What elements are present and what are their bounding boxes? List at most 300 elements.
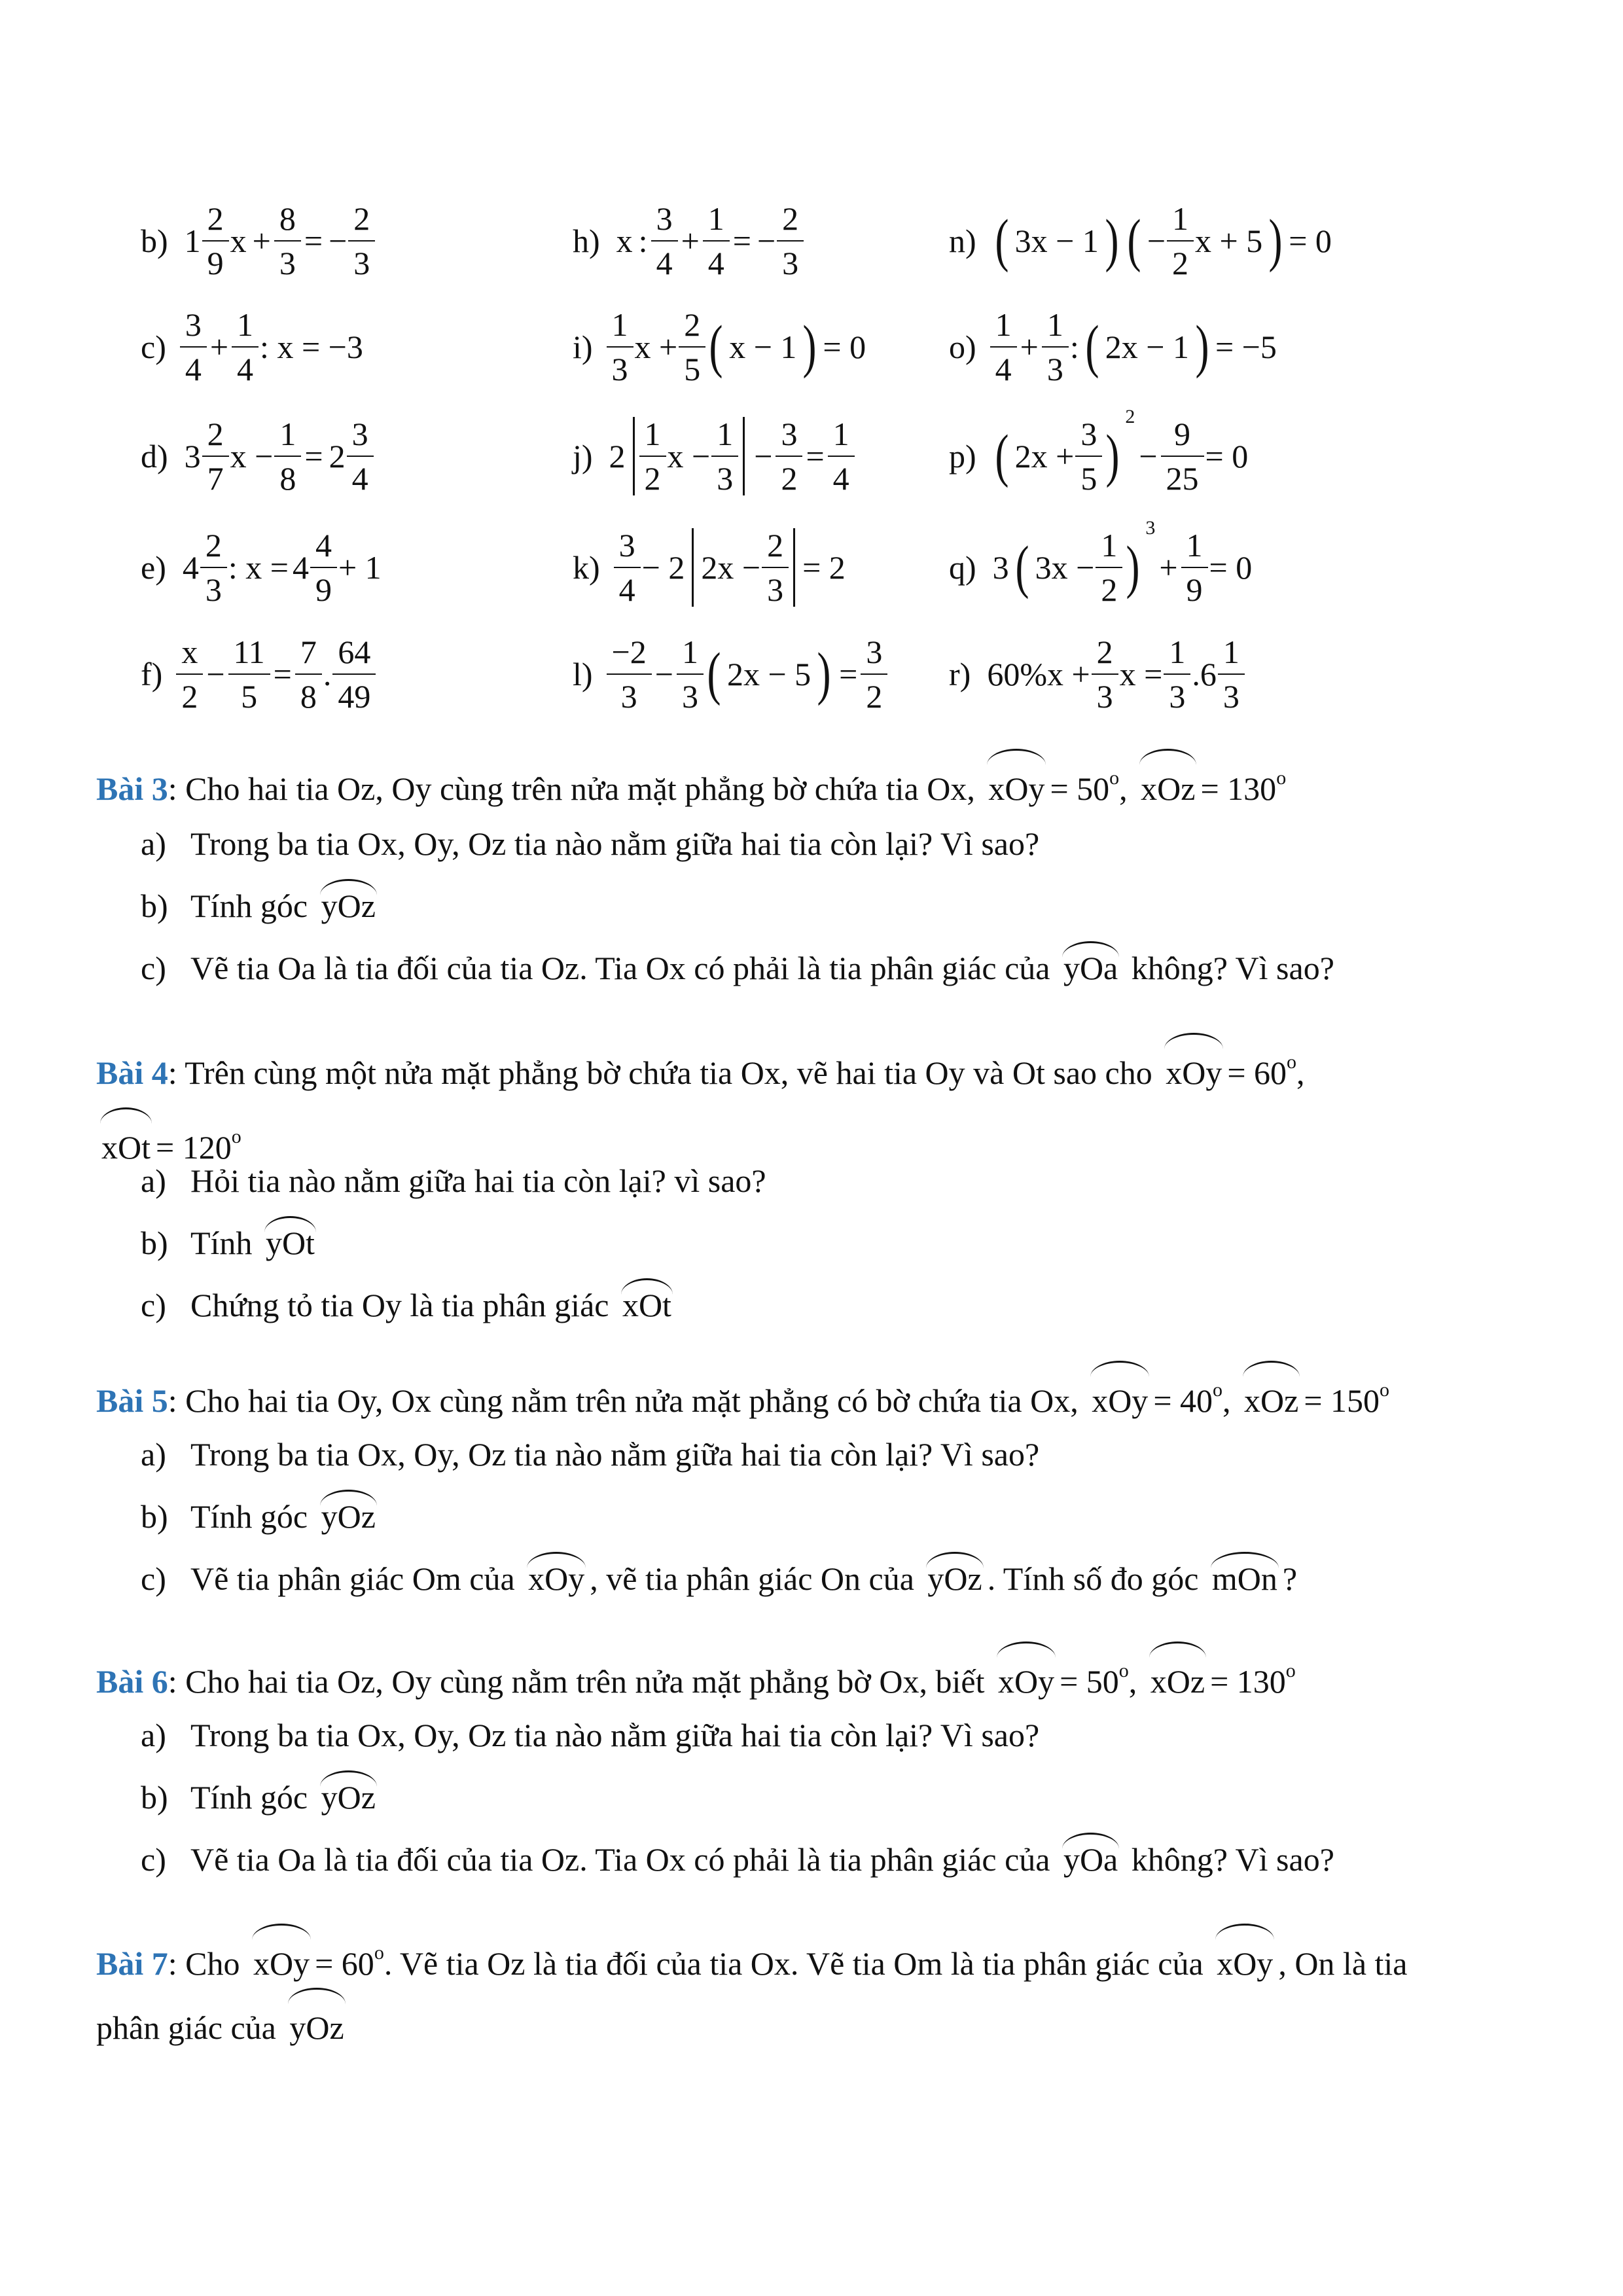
- math-term: .6: [1192, 656, 1217, 692]
- parenthesis: (: [707, 641, 721, 706]
- numerator: 1: [237, 306, 254, 343]
- exercise-3-item-b: [141, 887, 381, 925]
- fraction: [705, 202, 727, 279]
- numerator: 2: [767, 527, 784, 564]
- denominator: 2: [639, 456, 666, 495]
- math-term: +: [1159, 549, 1178, 586]
- fraction: [349, 418, 371, 495]
- math-term: 2x +: [1014, 438, 1075, 475]
- math-term: =: [304, 223, 323, 259]
- denominator: 7: [202, 456, 229, 495]
- fraction: [205, 418, 226, 495]
- numerator: 3: [351, 416, 368, 452]
- equation-c: [141, 291, 365, 403]
- exercise-7-statement-cont: [96, 1996, 1601, 2060]
- angle-value: = 60: [315, 1945, 374, 1982]
- math-term: 2x − 5: [726, 656, 812, 692]
- numerator: 1: [1186, 527, 1203, 564]
- exercise-5-item-c: [141, 1560, 1297, 1598]
- numerator: 3: [781, 416, 798, 452]
- numerator: 1: [681, 634, 698, 670]
- math-term: =: [273, 656, 292, 692]
- denominator: 2: [861, 673, 887, 713]
- exercise-6-title: Bài 6: [96, 1663, 168, 1700]
- equation-label: e): [141, 549, 166, 586]
- equation-k: [573, 512, 847, 623]
- item-label: a): [141, 1436, 166, 1473]
- angle-xoy: xOy: [995, 1649, 1057, 1713]
- item-text: Tính góc: [190, 1779, 308, 1816]
- numerator: 2: [782, 200, 799, 237]
- exponent: 3: [1145, 517, 1156, 539]
- item-label: c): [141, 1841, 166, 1878]
- exercise-6: [96, 1639, 1601, 1713]
- exercise-6-item-a: [141, 1716, 1039, 1754]
- exercise-4-text: : Trên cùng một nửa mặt phẳng bờ chứa tia Ox, vẽ hai tia Oy và Ot sao cho: [168, 1054, 1152, 1091]
- equation-e: [141, 512, 383, 623]
- math-term: 1: [184, 223, 201, 259]
- item-text: Chứng tỏ tia Oy là tia phân giác: [190, 1287, 609, 1323]
- exercise-6-item-c: [141, 1840, 1334, 1878]
- equation-row-c: [0, 291, 1623, 403]
- angle-mon: mOn: [1209, 1560, 1280, 1598]
- equation-l: [573, 619, 887, 730]
- exercise-3-text: : Cho hai tia Oz, Oy cùng trên nửa mặt phẳng bờ chứa tia Ox,: [168, 770, 975, 807]
- item-tail: không? Vì sao?: [1131, 950, 1334, 986]
- denominator: 3: [607, 346, 633, 386]
- denominator: 49: [332, 673, 376, 713]
- numerator: 8: [279, 200, 296, 237]
- item-label: c): [141, 1287, 166, 1323]
- equation-label: b): [141, 223, 168, 259]
- item-label: a): [141, 1162, 166, 1199]
- degree-sign: o: [374, 1942, 384, 1964]
- angle-yoz: yOz: [925, 1560, 984, 1598]
- numerator: 3: [656, 200, 673, 237]
- denominator: 2: [1096, 567, 1122, 606]
- denominator: 9: [310, 567, 337, 606]
- fraction: [616, 529, 638, 606]
- parenthesis: ): [1195, 314, 1209, 379]
- parenthesis: ): [1105, 423, 1120, 488]
- separator: ,: [1128, 1663, 1137, 1700]
- equation-label: j): [573, 438, 593, 475]
- parenthesis: ): [802, 314, 817, 379]
- equation-row-f: [0, 619, 1623, 730]
- angle-xoy: xOy: [1214, 1931, 1275, 1996]
- math-term: x =: [1119, 656, 1163, 692]
- numerator: 1: [832, 416, 849, 452]
- denominator: 3: [607, 673, 652, 713]
- exercise-7-text-3: , On là tia: [1278, 1945, 1408, 1982]
- numerator: 2: [207, 416, 224, 452]
- angle-xoy: xOy: [986, 757, 1047, 821]
- angle-yot: yOt: [263, 1224, 317, 1262]
- numerator: −2: [611, 634, 647, 670]
- numerator: 2: [1096, 634, 1113, 670]
- math-term: +: [252, 223, 271, 259]
- item-text: Vẽ tia Oa là tia đối của tia Oz. Tia Ox có phải là tia phân giác của: [190, 950, 1050, 986]
- item-text: Hỏi tia nào nằm giữa hai tia còn lại? vì sao?: [190, 1162, 766, 1199]
- angle-value: = 40: [1153, 1382, 1213, 1419]
- denominator: 9: [1181, 567, 1208, 606]
- math-term: x −: [230, 438, 274, 475]
- denominator: 3: [711, 456, 738, 495]
- equation-row-b: [0, 185, 1623, 296]
- item-text: Tính góc: [190, 888, 308, 924]
- exercise-5: [96, 1358, 1601, 1433]
- exercise-3-item-c: [141, 949, 1334, 987]
- equation-label: l): [573, 656, 593, 692]
- fraction: [203, 529, 224, 606]
- equation-label: c): [141, 329, 166, 365]
- math-term: 3x −: [1035, 549, 1095, 586]
- math-term: = 0: [1205, 438, 1249, 475]
- denominator: 5: [1075, 456, 1102, 495]
- fraction: [654, 202, 675, 279]
- numerator: 1: [1046, 306, 1063, 343]
- math-term: −: [329, 223, 348, 259]
- item-label: b): [141, 1225, 168, 1261]
- equation-r: [949, 619, 1244, 730]
- parenthesis: (: [995, 208, 1009, 273]
- equation-i: [573, 291, 868, 403]
- fraction: [779, 202, 801, 279]
- fraction: [1184, 529, 1205, 606]
- degree-sign: o: [1109, 767, 1120, 789]
- equation-label: q): [949, 549, 976, 586]
- denominator: 4: [232, 346, 259, 386]
- math-term: x + 5: [1195, 223, 1263, 259]
- parenthesis: (: [995, 423, 1009, 488]
- item-text: Vẽ tia Oa là tia đối của tia Oz. Tia Ox có phải là tia phân giác của: [190, 1841, 1050, 1878]
- fraction: [351, 202, 372, 279]
- angle-value: = 50: [1060, 1663, 1119, 1700]
- denominator: 4: [703, 240, 730, 279]
- fraction: [1098, 529, 1120, 606]
- fraction: [609, 308, 631, 386]
- equation-label: o): [949, 329, 976, 365]
- math-term: +: [209, 329, 229, 365]
- item-text: Trong ba tia Ox, Oy, Oz tia nào nằm giữa hai tia còn lại? Vì sao?: [190, 825, 1040, 862]
- denominator: 5: [679, 346, 705, 386]
- math-term: −: [1147, 223, 1166, 259]
- fraction: [1221, 636, 1242, 713]
- equation-q: [949, 512, 1254, 623]
- fraction: [679, 636, 701, 713]
- equation-h: [573, 185, 803, 296]
- fraction: [830, 418, 852, 495]
- numerator: 1: [1101, 527, 1118, 564]
- parenthesis: (: [709, 314, 723, 379]
- numerator: 1: [1172, 200, 1189, 237]
- exercise-3: [96, 746, 1601, 821]
- angle-xot: xOt: [99, 1115, 153, 1179]
- angle-xoz: xOz: [1241, 1369, 1301, 1433]
- math-term: 60%x +: [987, 656, 1090, 692]
- math-term: −: [206, 656, 225, 692]
- parenthesis: ): [1126, 535, 1140, 600]
- math-term: =: [732, 223, 751, 259]
- denominator: 8: [295, 673, 322, 713]
- math-term: 3: [184, 438, 201, 475]
- angle-yoz: yOz: [319, 1498, 378, 1535]
- equation-label: h): [573, 223, 600, 259]
- math-term: 2: [329, 438, 346, 475]
- math-term: −: [757, 223, 776, 259]
- degree-sign: o: [1213, 1379, 1223, 1401]
- fraction: [205, 202, 226, 279]
- fraction: [1169, 202, 1191, 279]
- equation-label: k): [573, 549, 600, 586]
- angle-yoz: yOz: [319, 887, 378, 925]
- exercise-4-statement: [96, 1030, 1601, 1105]
- parenthesis: ): [817, 641, 831, 706]
- angle-value: = 50: [1050, 770, 1110, 807]
- math-term: 4: [182, 549, 199, 586]
- exercise-5-title: Bài 5: [96, 1382, 168, 1419]
- degree-sign: o: [1118, 1660, 1129, 1681]
- numerator: 7: [300, 634, 317, 670]
- fraction: [298, 636, 319, 713]
- math-term: = 0: [823, 329, 866, 365]
- exercise-5-item-b: [141, 1498, 381, 1535]
- numerator: 2: [207, 200, 224, 237]
- angle-xoy: xOy: [1089, 1369, 1150, 1433]
- math-term: +: [1020, 329, 1039, 365]
- fraction: [313, 529, 334, 606]
- item-tail: không? Vì sao?: [1131, 1841, 1334, 1878]
- angle-value: = 120: [156, 1129, 232, 1166]
- exercise-4-item-c: [141, 1286, 677, 1324]
- numerator: 2: [353, 200, 370, 237]
- angle-yoz: yOz: [319, 1778, 378, 1816]
- exercise-5-item-a: [141, 1435, 1039, 1473]
- degree-sign: o: [1380, 1379, 1390, 1401]
- math-term: −: [1139, 438, 1158, 475]
- equation-row-d: [0, 401, 1623, 512]
- denominator: 25: [1161, 456, 1204, 495]
- math-term: −: [754, 438, 773, 475]
- angle-value: = 130: [1210, 1663, 1286, 1700]
- fraction: [863, 636, 885, 713]
- denominator: 4: [990, 346, 1017, 386]
- math-term: − 2: [641, 549, 685, 586]
- fraction: [1166, 636, 1188, 713]
- parenthesis: ): [1105, 208, 1119, 273]
- exercise-4-item-b: [141, 1224, 320, 1262]
- equation-label: d): [141, 438, 168, 475]
- math-term: x: [616, 223, 633, 259]
- equation-label: f): [141, 656, 163, 692]
- angle-yoz: yOz: [287, 1996, 346, 2060]
- denominator: 4: [347, 456, 374, 495]
- item-end: ?: [1282, 1560, 1298, 1597]
- exercise-5-text: : Cho hai tia Oy, Ox cùng nằm trên nửa mặt phẳng có bờ chứa tia Ox,: [168, 1382, 1079, 1419]
- numerator: 1: [707, 200, 724, 237]
- fraction: [681, 308, 703, 386]
- item-text: Vẽ tia phân giác Om của: [190, 1560, 515, 1597]
- denominator: 3: [348, 240, 375, 279]
- item-text: Tính: [190, 1225, 253, 1261]
- exercise-3-title: Bài 3: [96, 770, 168, 807]
- exercise-6-item-b: [141, 1778, 381, 1816]
- numerator: 3: [1080, 416, 1097, 452]
- exercise-3-statement: [96, 746, 1601, 821]
- item-tail: . Tính số đo góc: [987, 1560, 1199, 1597]
- fraction: [609, 636, 649, 713]
- exercise-6-text: : Cho hai tia Oz, Oy cùng nằm trên nửa mặt phẳng bờ Ox, biết: [168, 1663, 985, 1700]
- equation-label: n): [949, 223, 976, 259]
- math-term: x −: [667, 438, 711, 475]
- angle-value: = 150: [1304, 1382, 1380, 1419]
- abs-bar-right: [743, 417, 745, 495]
- equation-row-e: [0, 512, 1623, 623]
- item-label: a): [141, 825, 166, 862]
- exercise-7-text: : Cho: [168, 1945, 240, 1982]
- denominator: 4: [614, 567, 641, 606]
- angle-xoy: xOy: [1163, 1041, 1224, 1105]
- fraction: [1044, 308, 1066, 386]
- angle-xoy: xOy: [251, 1931, 312, 1996]
- math-term: −: [654, 656, 673, 692]
- numerator: 3: [618, 527, 635, 564]
- exercise-3-item-a: [141, 825, 1039, 863]
- numerator: 1: [995, 306, 1012, 343]
- denominator: 3: [1218, 673, 1245, 713]
- math-term: x +: [634, 329, 678, 365]
- denominator: 4: [651, 240, 678, 279]
- separator: ,: [1119, 770, 1128, 807]
- degree-sign: o: [1276, 767, 1287, 789]
- item-label: c): [141, 950, 166, 986]
- math-term: +: [681, 223, 700, 259]
- denominator: 3: [677, 673, 704, 713]
- exponent: 2: [1125, 406, 1135, 427]
- math-term: 3x − 1: [1014, 223, 1099, 259]
- math-term: 2x − 1: [1105, 329, 1189, 365]
- numerator: 1: [644, 416, 661, 452]
- denominator: 3: [1042, 346, 1069, 386]
- exercise-7-statement: [96, 1921, 1601, 1996]
- denominator: 3: [274, 240, 301, 279]
- equation-p: [949, 401, 1250, 512]
- parenthesis: ): [1268, 208, 1283, 273]
- denominator: 5: [228, 673, 270, 713]
- parenthesis: (: [1085, 314, 1099, 379]
- numerator: 1: [1222, 634, 1240, 670]
- numerator: 1: [1169, 634, 1186, 670]
- equation-f: [141, 619, 375, 730]
- equation-b: [141, 185, 374, 296]
- angle-xoz: xOz: [1138, 757, 1198, 821]
- denominator: 4: [828, 456, 855, 495]
- item-label: b): [141, 888, 168, 924]
- denominator: 2: [776, 456, 802, 495]
- denominator: 3: [1164, 673, 1190, 713]
- angle-yoa: yOa: [1061, 949, 1120, 987]
- denominator: 3: [200, 567, 227, 606]
- angle-xoy: xOy: [526, 1560, 587, 1598]
- item-text: Tính góc: [190, 1498, 308, 1535]
- math-term: :: [638, 223, 648, 259]
- equation-label: r): [949, 656, 971, 692]
- abs-bar-left: [692, 528, 694, 607]
- abs-bar-right: [793, 528, 795, 607]
- fraction: [234, 308, 256, 386]
- math-term: =: [304, 438, 323, 475]
- fraction: [778, 418, 800, 495]
- fraction: [277, 418, 298, 495]
- fraction: [714, 418, 736, 495]
- exercise-7: [96, 1921, 1601, 2060]
- fraction: [1164, 418, 1202, 495]
- angle-value: = 130: [1200, 770, 1277, 807]
- item-label: b): [141, 1498, 168, 1535]
- exercise-7-title: Bài 7: [96, 1945, 168, 1982]
- math-term: = 0: [1209, 549, 1253, 586]
- angle-value: = 60: [1227, 1054, 1287, 1091]
- denominator: 2: [176, 673, 203, 713]
- math-term: 2x −: [701, 549, 761, 586]
- item-mid: , vẽ tia phân giác On của: [590, 1560, 914, 1597]
- numerator: x: [181, 634, 198, 670]
- exercise-6-statement: [96, 1639, 1601, 1713]
- angle-xoz: xOz: [1148, 1649, 1207, 1713]
- degree-sign: o: [231, 1126, 241, 1147]
- fraction: [642, 418, 664, 495]
- math-term: x: [230, 223, 247, 259]
- equation-d: [141, 401, 373, 512]
- equation-n: [949, 185, 1334, 296]
- math-term: = 0: [1289, 223, 1332, 259]
- numerator: 2: [205, 527, 222, 564]
- math-term: = 2: [802, 549, 846, 586]
- separator: ,: [1222, 1382, 1231, 1419]
- degree-sign: o: [1287, 1051, 1297, 1073]
- denominator: 3: [1092, 673, 1118, 713]
- math-term: : x =: [228, 549, 289, 586]
- numerator: 3: [866, 634, 883, 670]
- numerator: 4: [315, 527, 332, 564]
- equation-o: [949, 291, 1279, 403]
- fraction: [1078, 418, 1099, 495]
- denominator: 9: [202, 240, 229, 279]
- item-text: Trong ba tia Ox, Oy, Oz tia nào nằm giữa hai tia còn lại? Vì sao?: [190, 1436, 1040, 1473]
- item-label: a): [141, 1717, 166, 1753]
- numerator: 11: [233, 634, 265, 670]
- parenthesis: (: [1127, 208, 1141, 273]
- math-term: =: [806, 438, 825, 475]
- item-label: b): [141, 1779, 168, 1816]
- numerator: 1: [279, 416, 296, 452]
- math-term: 3: [992, 549, 1009, 586]
- denominator: 4: [180, 346, 207, 386]
- separator: ,: [1296, 1054, 1305, 1091]
- math-term: + 1: [338, 549, 382, 586]
- exercise-5-statement: [96, 1358, 1601, 1433]
- angle-yoa: yOa: [1061, 1840, 1120, 1878]
- fraction: [764, 529, 786, 606]
- exercise-7-text-4: phân giác của: [96, 2009, 276, 2046]
- math-term: x − 1: [729, 329, 797, 365]
- numerator: 1: [717, 416, 734, 452]
- item-label: c): [141, 1560, 166, 1597]
- exercise-4-title: Bài 4: [96, 1054, 168, 1091]
- denominator: 3: [777, 240, 804, 279]
- numerator: 2: [684, 306, 701, 343]
- numerator: 3: [185, 306, 202, 343]
